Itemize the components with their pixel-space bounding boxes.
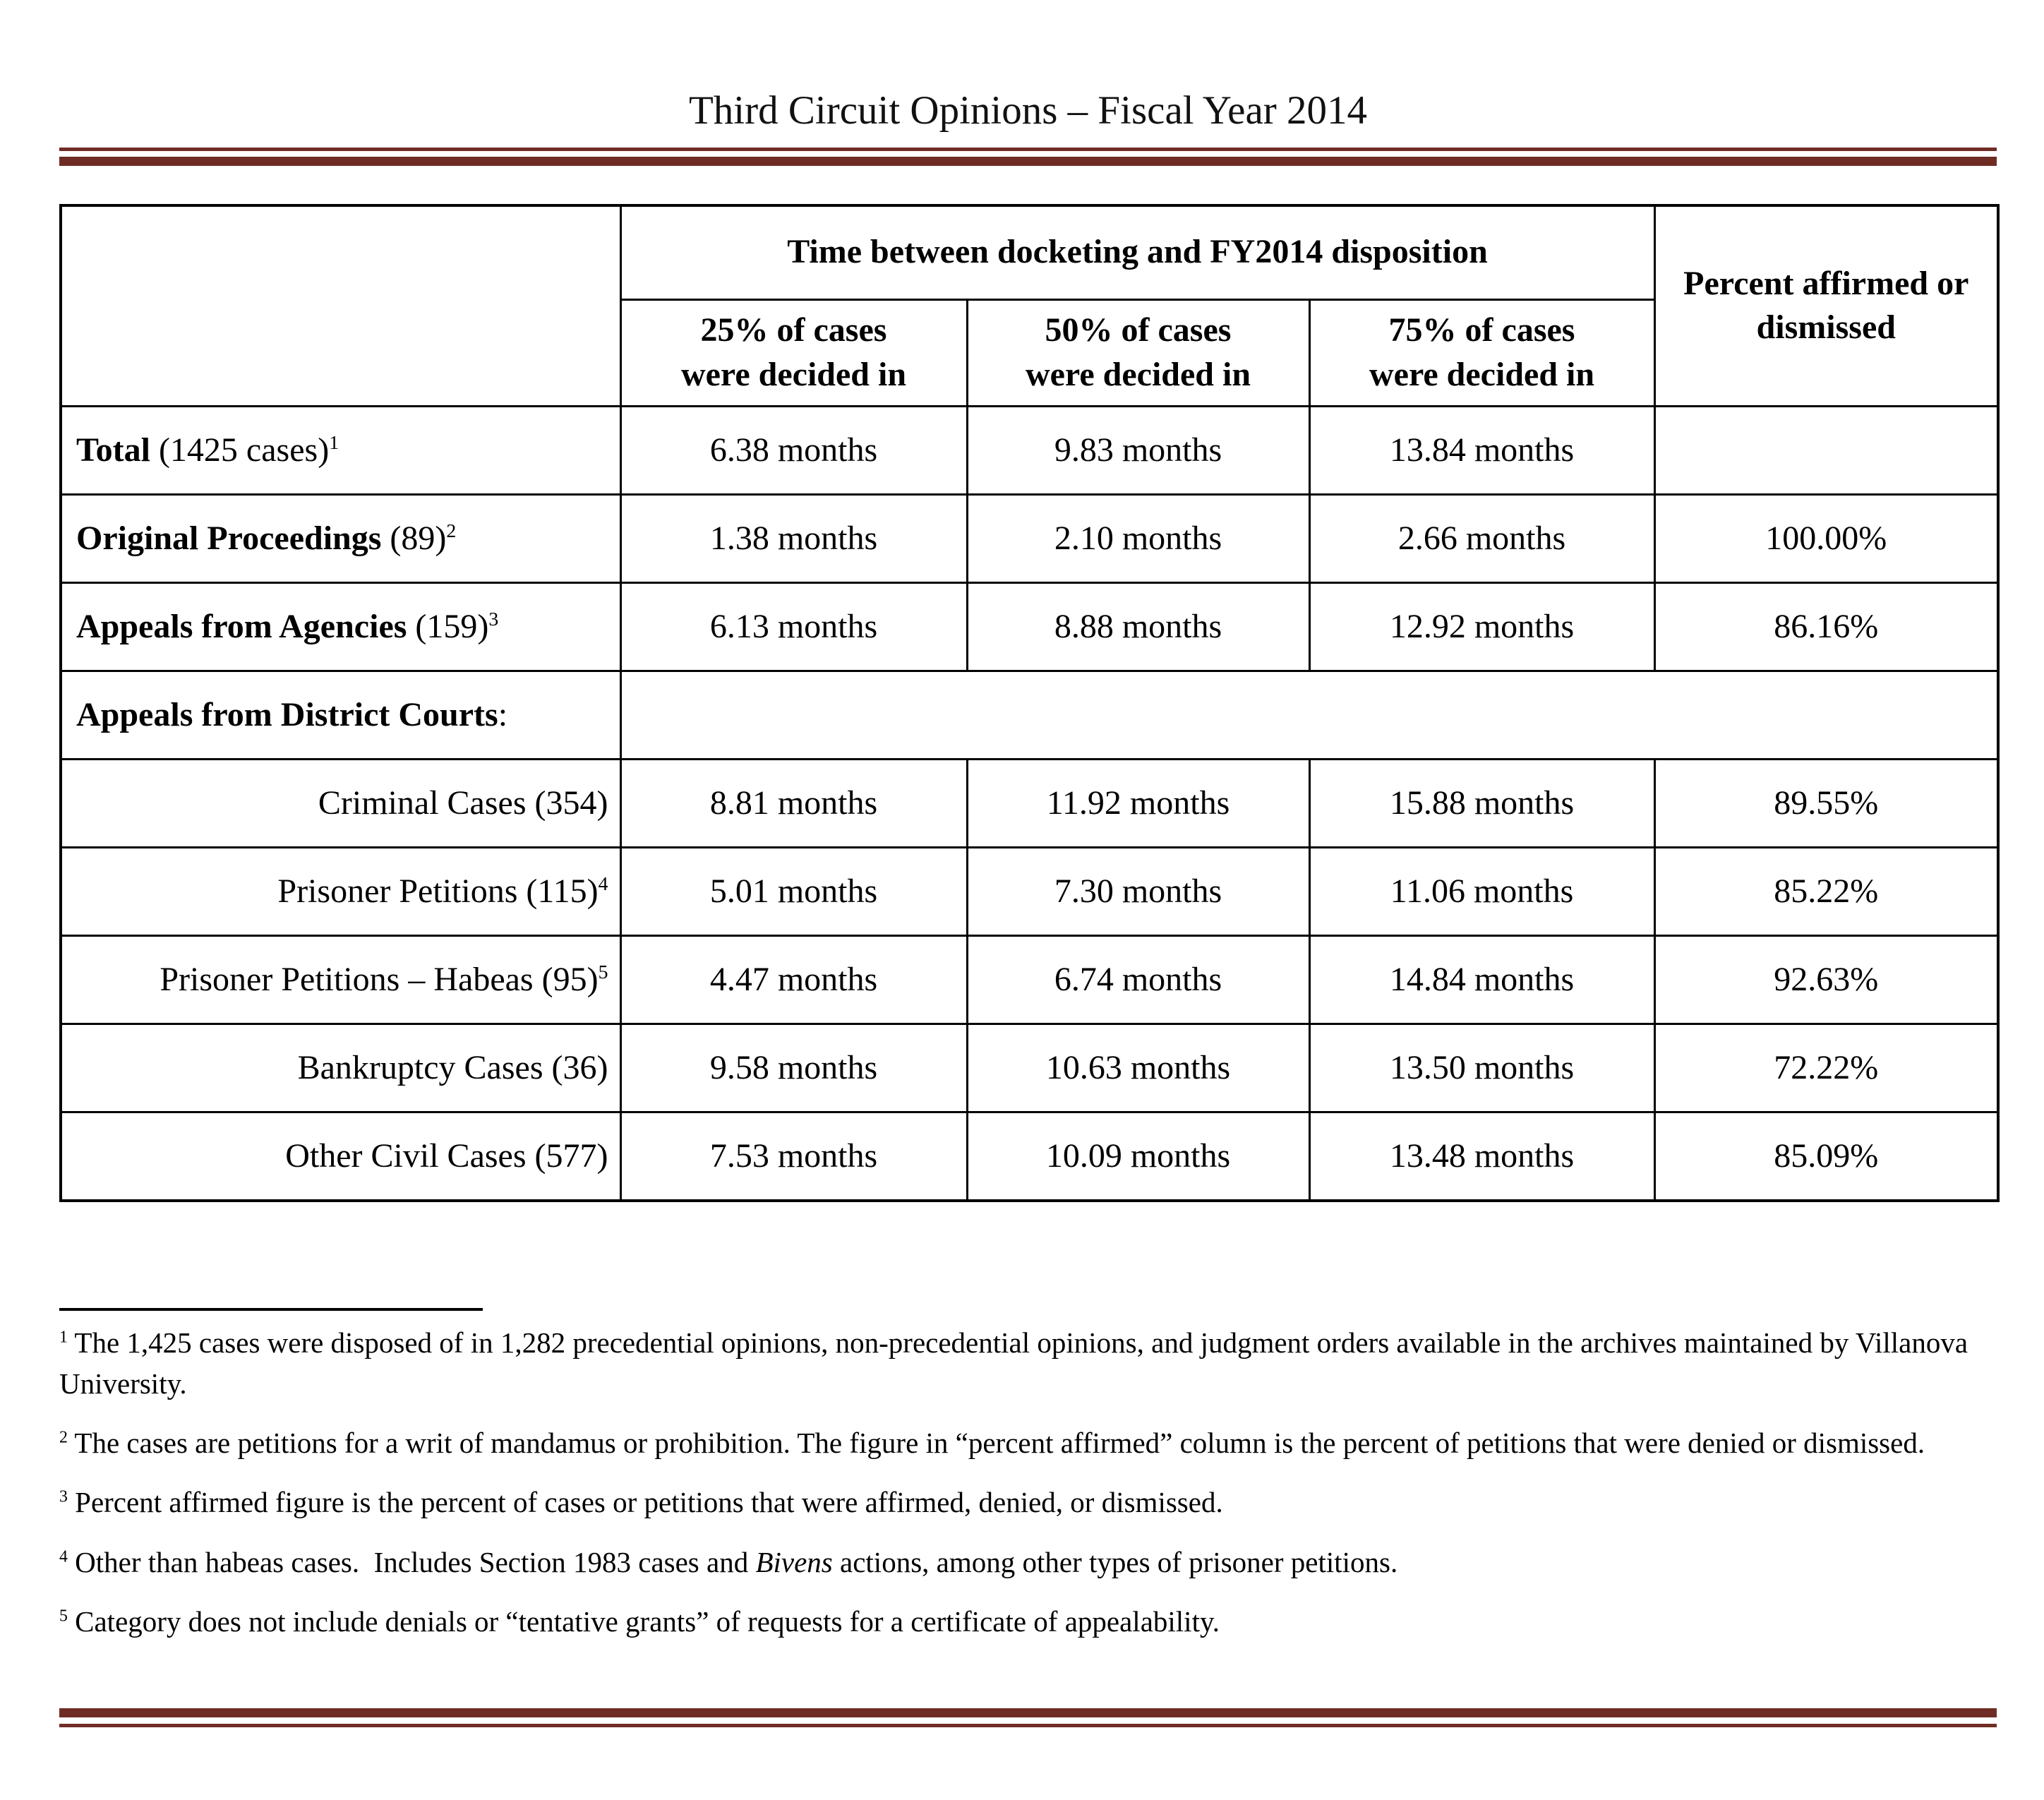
footnote-number: 5 bbox=[59, 1607, 68, 1626]
cell-percent: 89.55% bbox=[1654, 759, 1998, 847]
cell-75pct: 13.50 months bbox=[1309, 1024, 1654, 1112]
bottom-divider-rule bbox=[59, 1708, 1997, 1727]
cell-percent: 92.63% bbox=[1654, 935, 1998, 1024]
cell-25pct: 7.53 months bbox=[620, 1112, 967, 1201]
header-50pct-cell: 50% of cases were decided in bbox=[967, 299, 1309, 406]
footnote-number: 4 bbox=[59, 1547, 68, 1566]
table-row-other-civil-cases bbox=[61, 1112, 1998, 1201]
cell-percent: 72.22% bbox=[1654, 1024, 1998, 1112]
cell-25pct: 5.01 months bbox=[620, 847, 967, 935]
row-label: Prisoner Petitions – Habeas $(95)^5$ bbox=[61, 935, 620, 1024]
footnote-number: 1 bbox=[59, 1328, 68, 1347]
cell-75pct: 14.84 months bbox=[1309, 935, 1654, 1024]
disposition-table bbox=[59, 204, 2000, 1202]
table-row-bankruptcy-cases bbox=[61, 1024, 1998, 1112]
table-row-criminal-cases bbox=[61, 759, 1998, 847]
cell-50pct: 10.63 months bbox=[967, 1024, 1309, 1112]
bottom-divider-thick-line bbox=[59, 1708, 1997, 1717]
header-row-group bbox=[61, 205, 1998, 300]
footnote-separator bbox=[59, 1308, 483, 1311]
section-row-label: Appeals from District Courts: bbox=[61, 671, 620, 759]
cell-75pct: 15.88 months bbox=[1309, 759, 1654, 847]
footnote-ref: 5 bbox=[598, 961, 608, 984]
cell-25pct: 4.47 months bbox=[620, 935, 967, 1024]
table-row-prisoner-petitions bbox=[61, 847, 1998, 935]
cell-75pct: 12.92 months bbox=[1309, 582, 1654, 671]
footnote-2: $^2$ The cases are petitions for a writ of mandamus or prohibition. The figure in “percent affirmed” column is the percent of petitions that were denied or dismissed. bbox=[59, 1427, 1925, 1460]
header-25pct-cell: 25% of cases were decided in bbox=[620, 299, 967, 406]
cell-50pct: 8.88 months bbox=[967, 582, 1309, 671]
footnote-3: $^3$ Percent affirmed figure is the percent of cases or petitions that were affirmed, denied, or dismissed. bbox=[59, 1486, 1223, 1519]
cell-percent bbox=[1654, 406, 1998, 494]
cell-50pct: 9.83 months bbox=[967, 406, 1309, 494]
cell-percent: 85.09% bbox=[1654, 1112, 1998, 1201]
top-divider-rule bbox=[59, 148, 1997, 166]
section-row-empty-cell bbox=[620, 671, 1998, 759]
table-row-appeals-agencies bbox=[61, 582, 1998, 671]
row-label: Total (1425 cases)$^1$ bbox=[61, 406, 620, 494]
cell-percent: 85.22% bbox=[1654, 847, 1998, 935]
page-title: Third Circuit Opinions – Fiscal Year 2014 bbox=[688, 88, 1368, 133]
top-divider-thick-line bbox=[59, 157, 1997, 166]
row-label: Prisoner Petitions $(115)^4$ bbox=[61, 847, 620, 935]
footnote-1: $^1$ The 1,425 cases were disposed of in 1,282 precedential opinions, non-precedential opinions, and judgment orders available in the archives maintained by Villanova University. bbox=[59, 1326, 1968, 1400]
percent-header-cell: Percent affirmed or dismissed bbox=[1654, 205, 1998, 407]
footnote-ref: 1 bbox=[329, 432, 339, 455]
corner-header-cell bbox=[61, 205, 620, 407]
row-label: Other Civil Cases (577) bbox=[61, 1112, 620, 1201]
table-row-district-courts-section bbox=[61, 671, 1998, 759]
row-label: Bankruptcy Cases (36) bbox=[61, 1024, 620, 1112]
table-row-total bbox=[61, 406, 1998, 494]
row-label: Original Proceedings $(89)^2$ bbox=[61, 494, 620, 582]
row-label: Appeals from Agencies $(159)^3$ bbox=[61, 582, 620, 671]
cell-50pct: 2.10 months bbox=[967, 494, 1309, 582]
cell-75pct: 13.48 months bbox=[1309, 1112, 1654, 1201]
footnote-5: $^5$ Category does not include denials or “tentative grants” of requests for a certificate of appealability. bbox=[59, 1604, 1220, 1638]
footnote-ref: 4 bbox=[598, 873, 608, 896]
footnote-ref: 2 bbox=[446, 520, 457, 543]
footnote-number: 2 bbox=[59, 1428, 68, 1447]
cell-25pct: 6.13 months bbox=[620, 582, 967, 671]
row-label: Criminal Cases (354) bbox=[61, 759, 620, 847]
cell-75pct: 11.06 months bbox=[1309, 847, 1654, 935]
table-row-prisoner-petitions-habeas bbox=[61, 935, 1998, 1024]
cell-75pct: 2.66 months bbox=[1309, 494, 1654, 582]
cell-50pct: 11.92 months bbox=[967, 759, 1309, 847]
footnote-ref: 3 bbox=[488, 608, 499, 631]
cell-50pct: 6.74 months bbox=[967, 935, 1309, 1024]
cell-percent: 100.00% bbox=[1654, 494, 1998, 582]
footnote-4: $^4$ Other than habeas cases. Includes Section 1983 cases and Bivens actions, among other types of prisoner petitions. bbox=[59, 1545, 1398, 1578]
group-header-cell: Time between docketing and FY2014 disposition bbox=[620, 205, 1654, 300]
cell-75pct: 13.84 months bbox=[1309, 406, 1654, 494]
footnotes-section bbox=[59, 1322, 2018, 1642]
cell-percent: 86.16% bbox=[1654, 582, 1998, 671]
footnote-number: 3 bbox=[59, 1487, 68, 1506]
table-row-original-proceedings bbox=[61, 494, 1998, 582]
header-75pct-cell: 75% of cases were decided in bbox=[1309, 299, 1654, 406]
cell-25pct: 6.38 months bbox=[620, 406, 967, 494]
cell-25pct: 1.38 months bbox=[620, 494, 967, 582]
cell-25pct: 9.58 months bbox=[620, 1024, 967, 1112]
cell-25pct: 8.81 months bbox=[620, 759, 967, 847]
cell-50pct: 10.09 months bbox=[967, 1112, 1309, 1201]
bottom-divider-thin-line bbox=[59, 1724, 1997, 1727]
cell-50pct: 7.30 months bbox=[967, 847, 1309, 935]
